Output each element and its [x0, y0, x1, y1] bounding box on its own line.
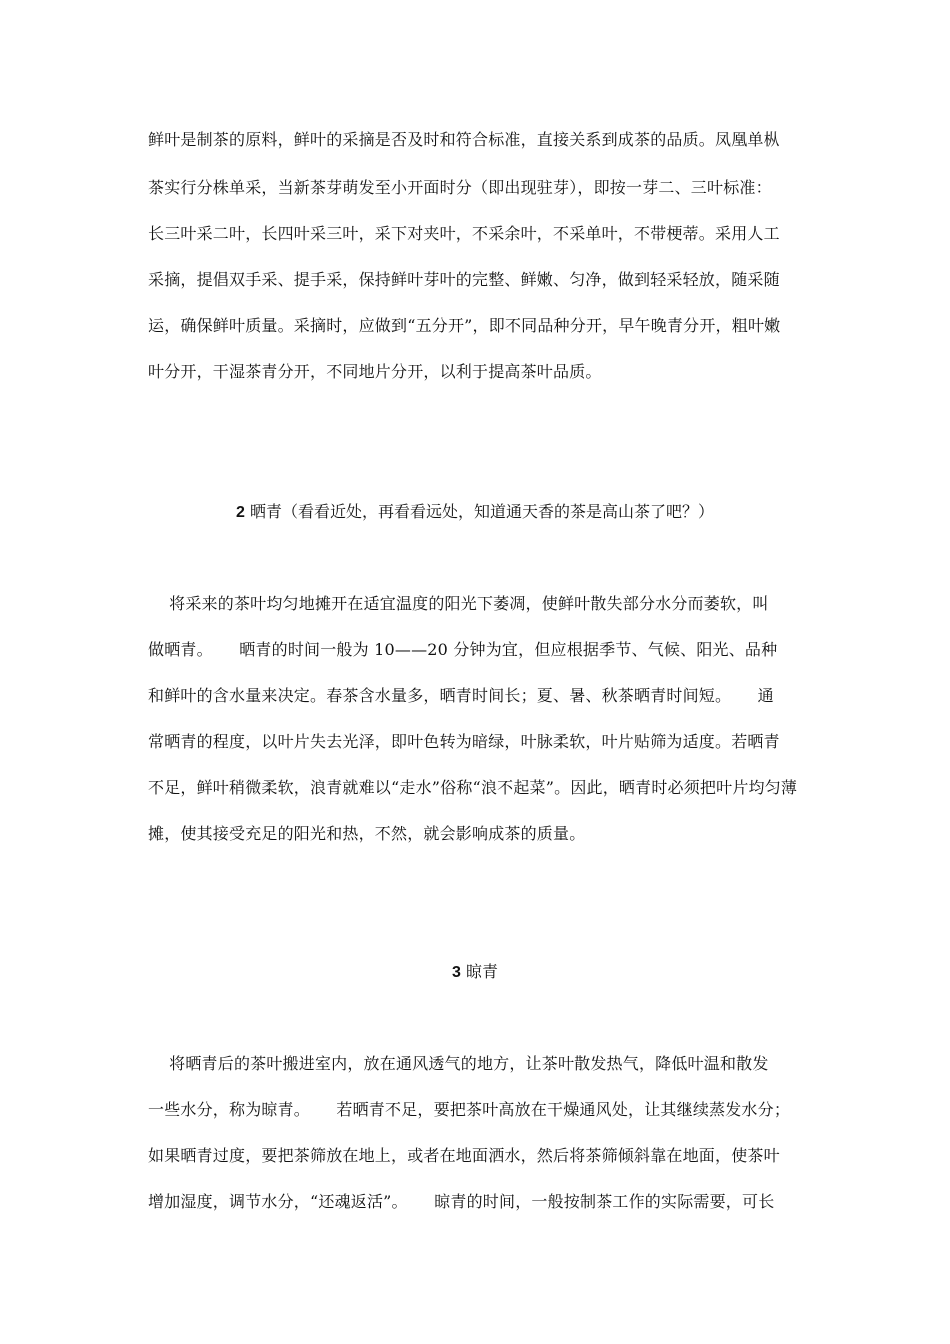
paragraph1-line-2: 茶实行分株单采，当新茶芽萌发至小开面时分（即出现驻芽），即按一芽二、三叶标准： — [148, 178, 772, 197]
section3-title: 晾青 — [465, 962, 498, 981]
section3-line-2: 一些水分，称为晾青。 若晒青不足，要把茶叶高放在干燥通风处，让其继续蒸发水分； — [148, 1100, 791, 1119]
section2-line-4: 常晒青的程度，以叶片失去光泽，即叶色转为暗绿，叶脉柔软，叶片贴筛为适度。若晒青 — [148, 732, 780, 751]
section2-line-5: 不足，鲜叶稍微柔软，浪青就难以“走水”俗称“浪不起菜”。因此，晒青时必须把叶片均匀薄 — [148, 778, 798, 797]
section2-heading — [0, 502, 950, 523]
paragraph1-line-3: 长三叶采二叶，长四叶采三叶，采下对夹叶，不采余叶，不采单叶，不带梗蒂。采用人工 — [148, 224, 780, 243]
section2-line-1: 将采来的茶叶均匀地摊开在适宜温度的阳光下萎凋，使鲜叶散失部分水分而萎软，叫 — [148, 594, 769, 613]
section3-heading — [0, 962, 950, 983]
paragraph1-line-1: 鲜叶是制茶的原料，鲜叶的采摘是否及时和符合标准，直接关系到成茶的品质。凤凰单枞 — [148, 130, 780, 149]
paragraph1-line-6: 叶分开，干湿茶青分开，不同地片分开，以利于提高茶叶品质。 — [148, 362, 602, 381]
paragraph1-line-5: 运，确保鲜叶质量。采摘时，应做到“五分开”，即不同品种分开，早午晚青分开，粗叶嫩 — [148, 316, 781, 335]
section2-line-2: 做晒青。 晒青的时间一般为 10——20 分钟为宜，但应根据季节、气候、阳光、品种 — [148, 640, 778, 659]
paragraph1-line-4: 采摘，提倡双手采、提手采，保持鲜叶芽叶的完整、鲜嫩、匀净，做到轻采轻放，随采随 — [148, 270, 780, 289]
section2-line-3: 和鲜叶的含水量来决定。春茶含水量多，晒青时间长；夏、暑、秋茶晒青时间短。 通 — [148, 686, 774, 705]
section2-number: 2 — [235, 504, 245, 521]
section3-line-4: 增加湿度，调节水分，“还魂返活”。 晾青的时间，一般按制茶工作的实际需要，可长 — [148, 1192, 775, 1211]
section2-line-6: 摊，使其接受充足的阳光和热，不然，就会影响成茶的质量。 — [148, 824, 586, 843]
section2-title: 晒青（看看近处，再看看远处，知道通天香的茶是高山茶了吧？） — [249, 502, 714, 521]
section3-line-1: 将晒青后的茶叶搬进室内，放在通风透气的地方，让茶叶散发热气，降低叶温和散发 — [148, 1054, 769, 1073]
section3-number: 3 — [451, 964, 461, 981]
section3-line-3: 如果晒青过度，要把茶筛放在地上，或者在地面洒水，然后将茶筛倾斜靠在地面，使茶叶 — [148, 1146, 780, 1165]
